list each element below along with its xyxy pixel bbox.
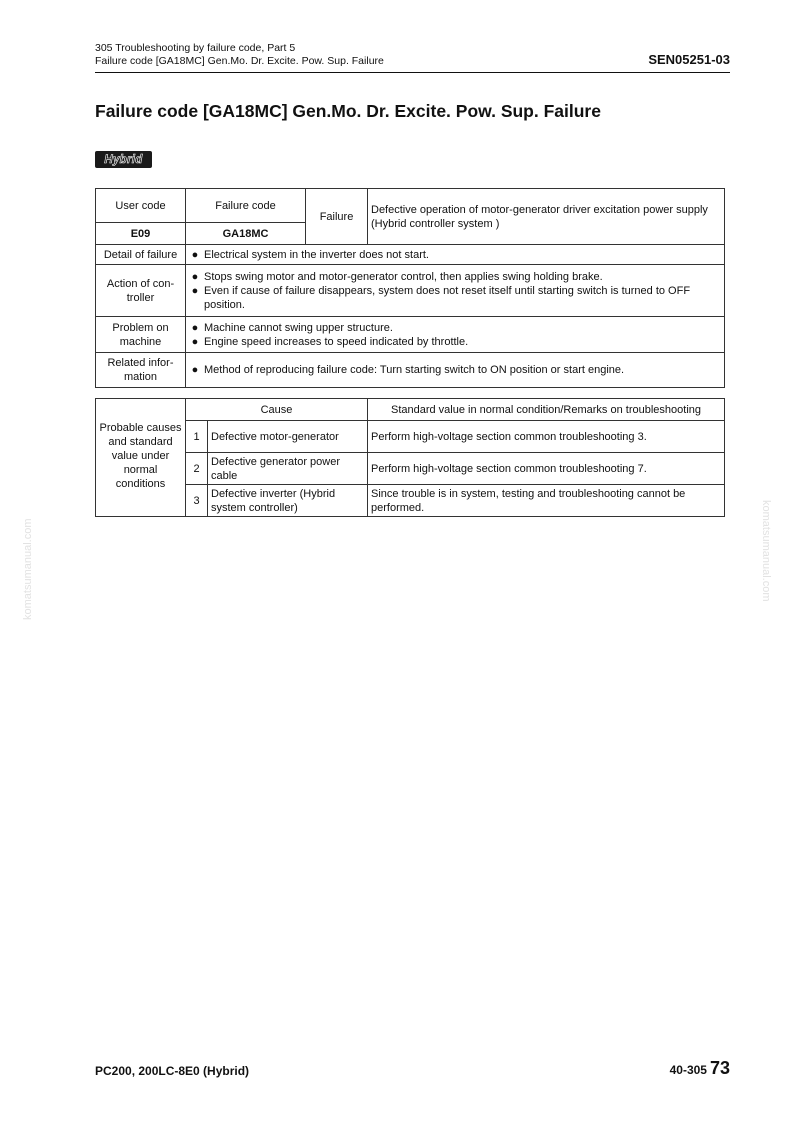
- failure-description-system: (Hybrid controller system ): [371, 217, 500, 230]
- list-item: ● Even if cause of failure disappears, system does not reset itself until starting switch is turned to OFF position.: [186, 284, 721, 312]
- list-item: ● Machine cannot swing upper structure.: [186, 321, 721, 335]
- failure-label: Failure: [306, 189, 368, 245]
- remark-text: Perform high-voltage section common troubleshooting 7.: [368, 453, 725, 485]
- probable-causes-table: [95, 398, 725, 517]
- user-code-label: User code: [96, 189, 186, 223]
- page-title: Failure code [GA18MC] Gen.Mo. Dr. Excite. Pow. Sup. Failure: [95, 101, 601, 121]
- hybrid-badge: [95, 151, 152, 168]
- header-rule: [95, 72, 730, 73]
- bullet-icon: ●: [191, 270, 199, 283]
- watermark-left: komatsumanual.com: [22, 518, 34, 620]
- hybrid-badge-label: Hybrid: [104, 153, 143, 166]
- remark-text: Perform high-voltage section common troubleshooting 3.: [368, 421, 725, 453]
- bullet-icon: ●: [191, 364, 199, 376]
- list-item: ● Electrical system in the inverter does not start.: [186, 248, 721, 262]
- failure-description-main: Defective operation of motor-generator driver excitation power supply: [371, 203, 708, 216]
- failure-code-label: Failure code: [186, 189, 306, 223]
- probable-causes-label: Probable causes and standard value under normal conditions: [96, 399, 186, 517]
- cause-number: 3: [186, 485, 208, 517]
- footer-page-number: [670, 1058, 730, 1079]
- footer-page: 73: [709, 1058, 730, 1078]
- cause-header: Cause: [186, 399, 368, 421]
- cause-text: Defective generator power cable: [208, 453, 368, 485]
- cause-text: Defective inverter (Hybrid system controller): [208, 485, 368, 517]
- table-row: [96, 421, 725, 453]
- bullet-icon: ●: [191, 321, 199, 334]
- problem-label: Problem on machine: [96, 317, 186, 353]
- footer-model: PC200, 200LC-8E0 (Hybrid): [95, 1064, 250, 1078]
- cause-text: Defective motor-generator: [208, 421, 368, 453]
- failure-info-table: [95, 188, 725, 388]
- list-item: ● Engine speed increases to speed indicated by throttle.: [186, 335, 721, 349]
- detail-content: [186, 245, 725, 265]
- failure-description: [368, 189, 725, 245]
- problem-content: [186, 317, 725, 353]
- remark-text: Since trouble is in system, testing and troubleshooting cannot be performed.: [368, 485, 725, 517]
- table-row: [96, 453, 725, 485]
- detail-label: Detail of failure: [96, 245, 186, 265]
- user-code-value: E09: [96, 223, 186, 245]
- list-item: ● Method of reproducing failure code: Turn starting switch to ON position or start engine.: [186, 363, 721, 377]
- related-content: [186, 353, 725, 388]
- action-content: [186, 265, 725, 317]
- list-item: ● Stops swing motor and motor-generator control, then applies swing holding brake.: [186, 270, 721, 284]
- standard-value-header: Standard value in normal condition/Remarks on troubleshooting: [368, 399, 725, 421]
- header-title-line: Failure code [GA18MC] Gen.Mo. Dr. Excite. Pow. Sup. Failure: [95, 55, 384, 67]
- cause-number: 2: [186, 453, 208, 485]
- bullet-icon: ●: [191, 284, 199, 297]
- document-code: SEN05251-03: [648, 52, 730, 67]
- bullet-icon: ●: [191, 335, 199, 348]
- header-section-line: 305 Troubleshooting by failure code, Part 5: [95, 42, 296, 54]
- bullet-icon: ●: [191, 248, 199, 261]
- table-row: [96, 485, 725, 517]
- watermark-right: komatsumanual.com: [760, 500, 772, 602]
- action-label: Action of con-troller: [96, 265, 186, 317]
- related-label: Related infor-mation: [96, 353, 186, 388]
- failure-code-value: GA18MC: [186, 223, 306, 245]
- footer-section-code: 40-305: [669, 1063, 707, 1077]
- cause-number: 1: [186, 421, 208, 453]
- running-header: [95, 42, 384, 68]
